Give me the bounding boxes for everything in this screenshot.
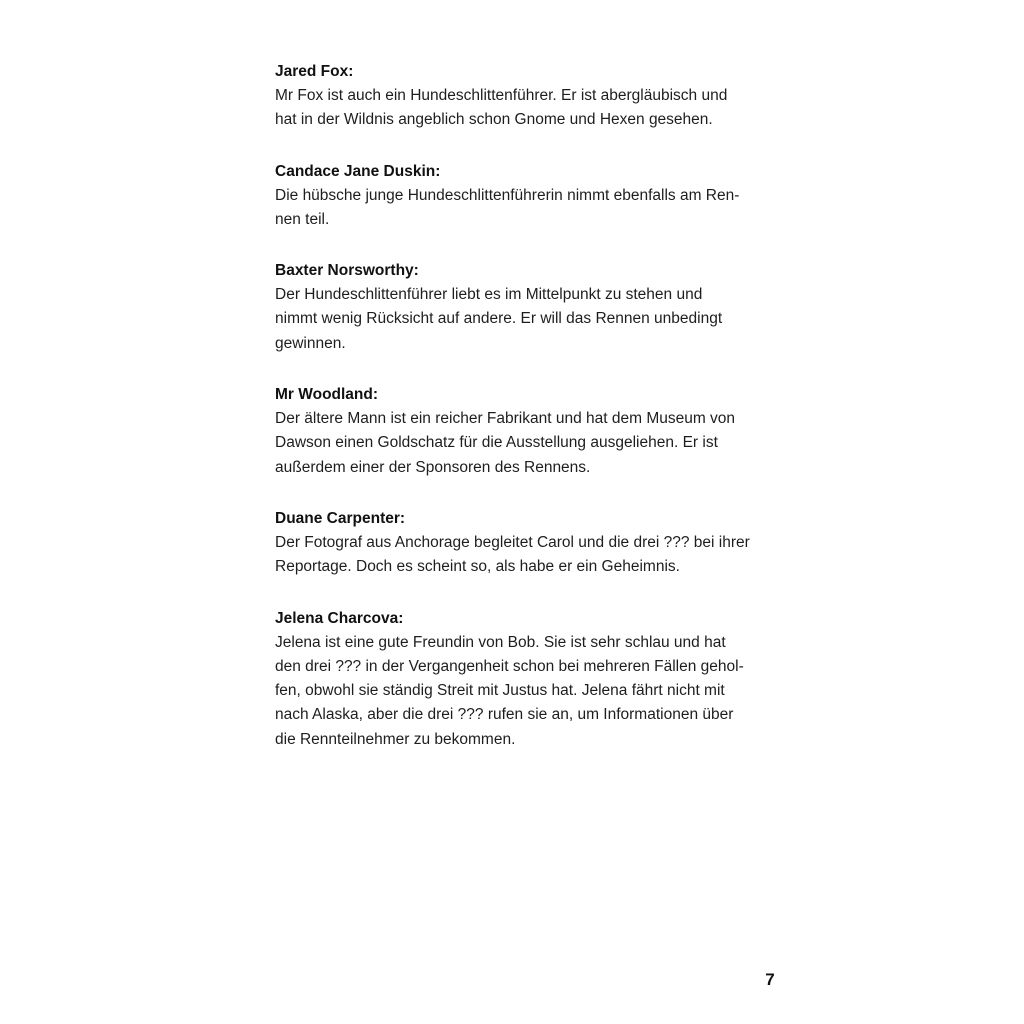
- character-entry: [275, 607, 777, 752]
- description-line: Reportage. Doch es scheint so, als habe er ein Geheimnis.: [275, 558, 680, 576]
- character-name: Duane Carpenter:: [275, 509, 406, 527]
- description-line: Jelena ist eine gute Freundin von Bob. Sie ist sehr schlau und hat: [275, 633, 726, 651]
- character-entry: [275, 60, 777, 133]
- description-line: gewinnen.: [275, 334, 346, 352]
- character-entry: [275, 383, 777, 480]
- page-number: 7: [765, 970, 775, 989]
- description-line: Der ältere Mann ist ein reicher Fabrikant und hat dem Museum von: [275, 410, 736, 428]
- character-description: [275, 531, 777, 580]
- character-entry: [275, 160, 777, 233]
- character-name: Jared Fox:: [275, 63, 354, 80]
- description-line: den drei ??? in der Vergangenheit schon bei mehreren Fällen gehol-: [275, 657, 744, 675]
- description-line: Der Fotograf aus Anchorage begleitet Carol und die drei ??? bei ihrer: [275, 533, 750, 551]
- character-name: Baxter Norsworthy:: [275, 262, 419, 280]
- description-line: Der Hundeschlittenführer liebt es im Mittelpunkt zu stehen und: [275, 286, 703, 304]
- character-description: [275, 283, 777, 356]
- character-list: [275, 60, 777, 779]
- character-description: [275, 407, 777, 480]
- description-line: Die hübsche junge Hundeschlittenführerin nimmt ebenfalls am Ren-: [275, 186, 740, 204]
- character-description: [275, 84, 777, 133]
- description-line: hat in der Wildnis angeblich schon Gnome und Hexen gesehen.: [275, 111, 713, 129]
- character-name: Mr Woodland:: [275, 386, 379, 404]
- description-line: Mr Fox ist auch ein Hundeschlittenführer. Er ist abergläubisch und: [275, 87, 728, 104]
- character-description: [275, 184, 777, 233]
- description-line: nach Alaska, aber die drei ??? rufen sie an, um Informationen über: [275, 706, 734, 724]
- description-line: Dawson einen Goldschatz für die Ausstellung ausgeliehen. Er ist: [275, 434, 718, 452]
- character-name: Candace Jane Duskin:: [275, 162, 441, 180]
- description-line: außerdem einer der Sponsoren des Rennens.: [275, 458, 591, 476]
- description-line: die Rennteilnehmer zu bekommen.: [275, 730, 516, 748]
- character-entry: [275, 259, 777, 356]
- character-name: Jelena Charcova:: [275, 609, 404, 627]
- character-description: [275, 631, 777, 752]
- description-line: fen, obwohl sie ständig Streit mit Justus hat. Jelena fährt nicht mit: [275, 682, 725, 700]
- description-line: nimmt wenig Rücksicht auf andere. Er will das Rennen unbedingt: [275, 310, 723, 328]
- description-line: nen teil.: [275, 210, 330, 228]
- character-entry: [275, 507, 777, 580]
